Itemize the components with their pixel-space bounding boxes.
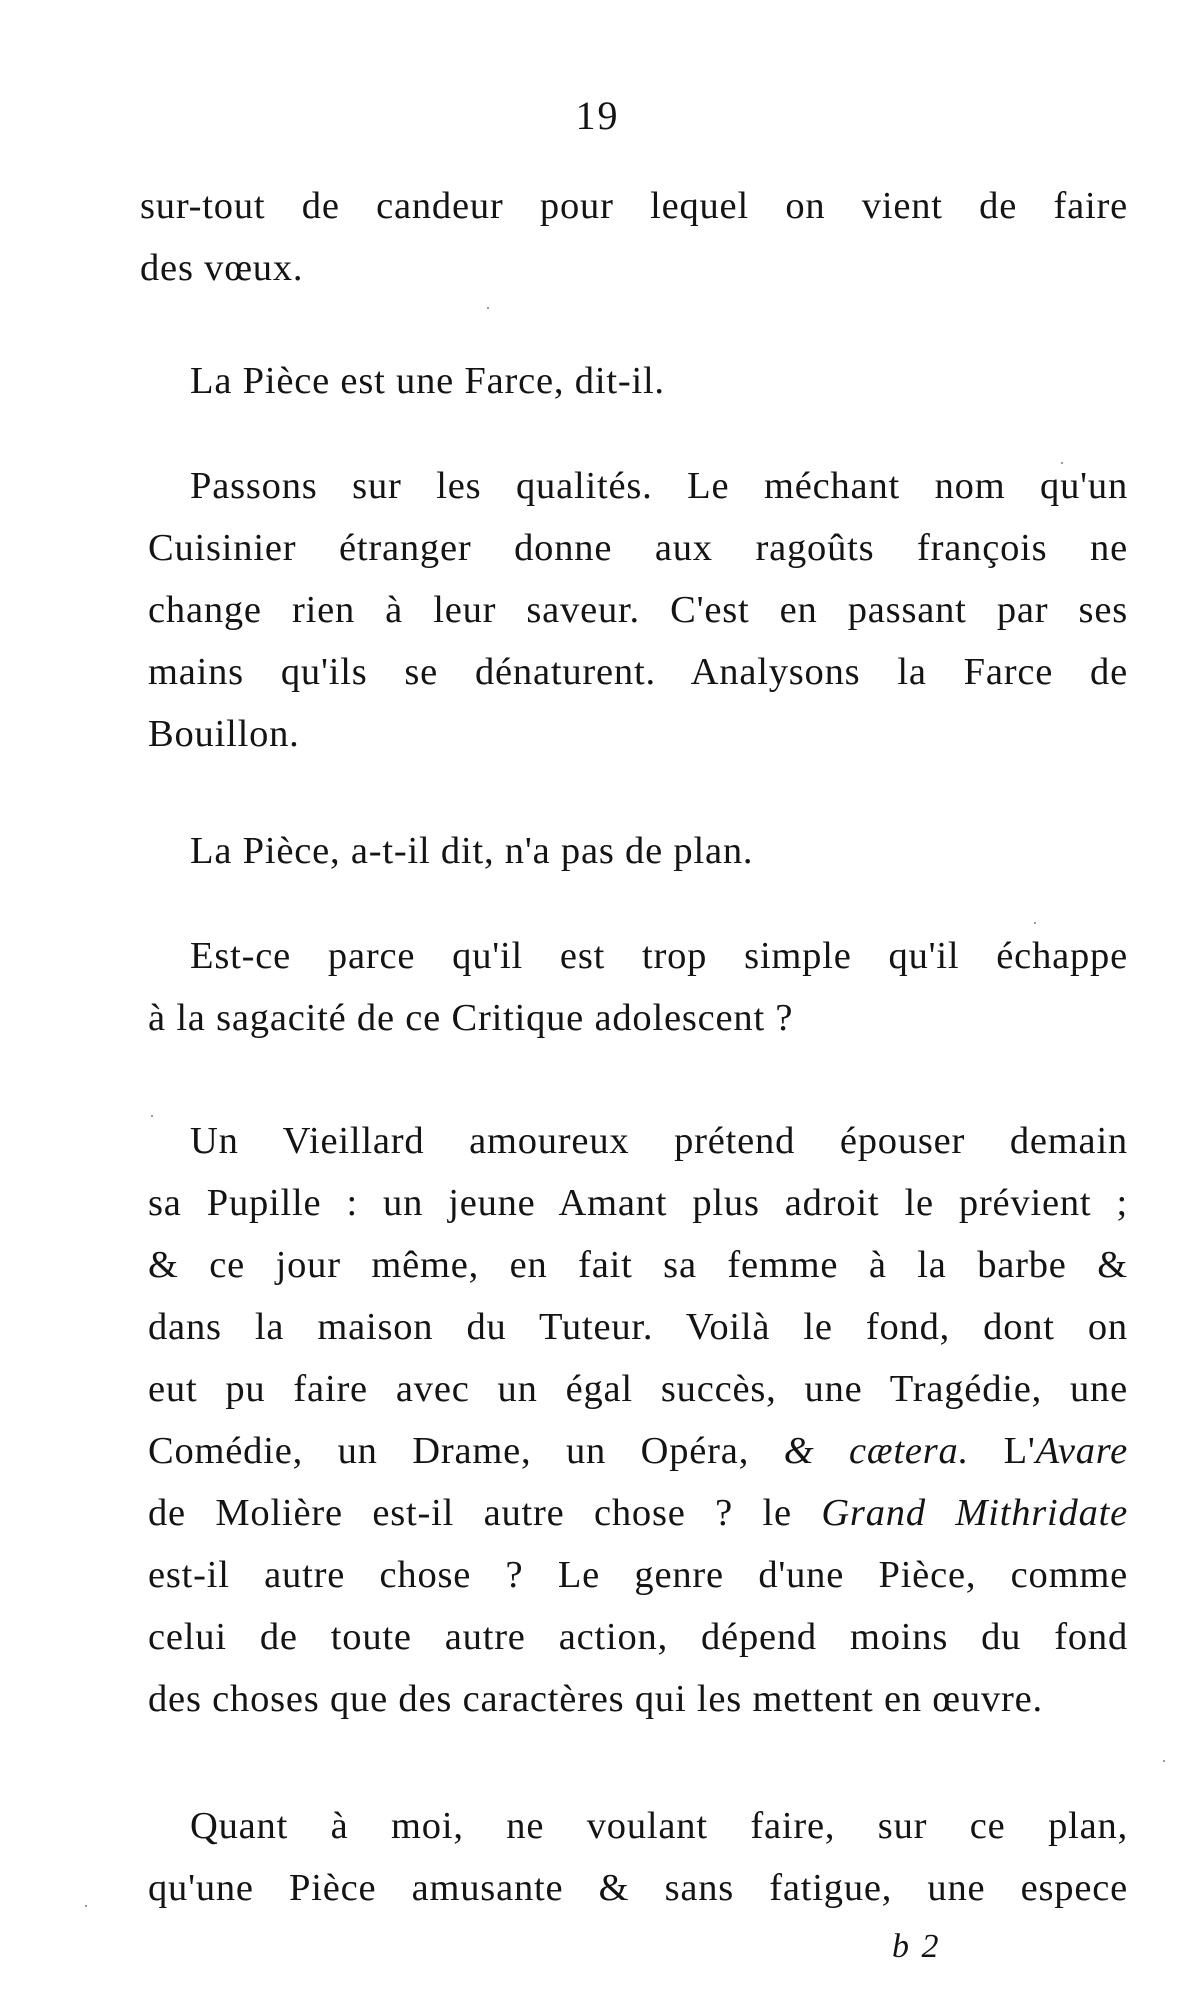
text-line: est-il autre chose ? Le genre d'une Pièce, comme <box>148 1554 1128 1596</box>
text-line <box>148 1482 1128 1544</box>
text-line: des vœux. <box>140 247 304 289</box>
signature-mark: b 2 <box>892 1928 941 1965</box>
italic-text: & cætera. <box>783 1430 970 1472</box>
text-line: sa Pupille : un jeune Amant plus adroit le prévient ; <box>148 1182 1128 1224</box>
paper-speck <box>1163 1760 1165 1762</box>
text-line: qu'une Pièce amusante & sans fatigue, une espece <box>148 1867 1128 1909</box>
paragraph-1 <box>140 175 1128 299</box>
text-segment: Comédie, un Drame, un Opéra, <box>148 1430 784 1472</box>
text-line: mains qu'ils se dénaturent. Analysons la Farce de <box>148 651 1128 693</box>
text-line: à la sagacité de ce Critique adolescent ? <box>148 997 794 1039</box>
text-line: & ce jour même, en fait sa femme à la barbe & <box>148 1244 1128 1286</box>
paragraph-7 <box>148 1795 1128 1919</box>
paper-speck <box>85 1905 87 1907</box>
paragraph-3 <box>148 455 1128 765</box>
text-segment: de Molière est-il autre chose ? le <box>148 1492 822 1534</box>
paper-speck <box>487 307 489 309</box>
paper-speck <box>1034 922 1036 924</box>
text-line: des choses que des caractères qui les mettent en œuvre. <box>148 1678 1043 1720</box>
text-line: Bouillon. <box>148 713 300 755</box>
paragraph-4 <box>148 820 1128 882</box>
italic-title: Grand Mithridate <box>821 1492 1129 1534</box>
paper-speck <box>1061 462 1063 464</box>
text-line: Un Vieillard amoureux prétend épouser demain <box>190 1120 1128 1162</box>
paragraph-6 <box>148 1110 1128 1730</box>
text-line: dans la maison du Tuteur. Voilà le fond, dont on <box>148 1306 1128 1348</box>
text-line: celui de toute autre action, dépend moins du fond <box>148 1616 1128 1658</box>
text-line: change rien à leur saveur. C'est en passant par ses <box>148 589 1128 631</box>
text-line: Passons sur les qualités. Le méchant nom qu'un <box>190 465 1128 507</box>
text-line: Cuisinier étranger donne aux ragoûts françois ne <box>148 527 1128 569</box>
text-line: eut pu faire avec un égal succès, une Tragédie, une <box>148 1368 1128 1410</box>
text-line: Est-ce parce qu'il est trop simple qu'il échappe <box>190 935 1128 977</box>
paragraph-2 <box>148 350 1128 412</box>
page-number: 19 <box>575 93 620 138</box>
text-line <box>148 1420 1128 1482</box>
text-line: La Pièce est une Farce, dit-il. <box>190 360 665 402</box>
text-line: Quant à moi, ne voulant faire, sur ce plan, <box>190 1805 1128 1847</box>
paragraph-5 <box>148 925 1128 1049</box>
italic-title: Avare <box>1035 1430 1129 1472</box>
text-line: sur-tout de candeur pour lequel on vient de faire <box>140 185 1128 227</box>
text-segment: L' <box>969 1430 1036 1472</box>
text-line: La Pièce, a-t-il dit, n'a pas de plan. <box>190 830 754 872</box>
paper-speck <box>151 1115 153 1117</box>
